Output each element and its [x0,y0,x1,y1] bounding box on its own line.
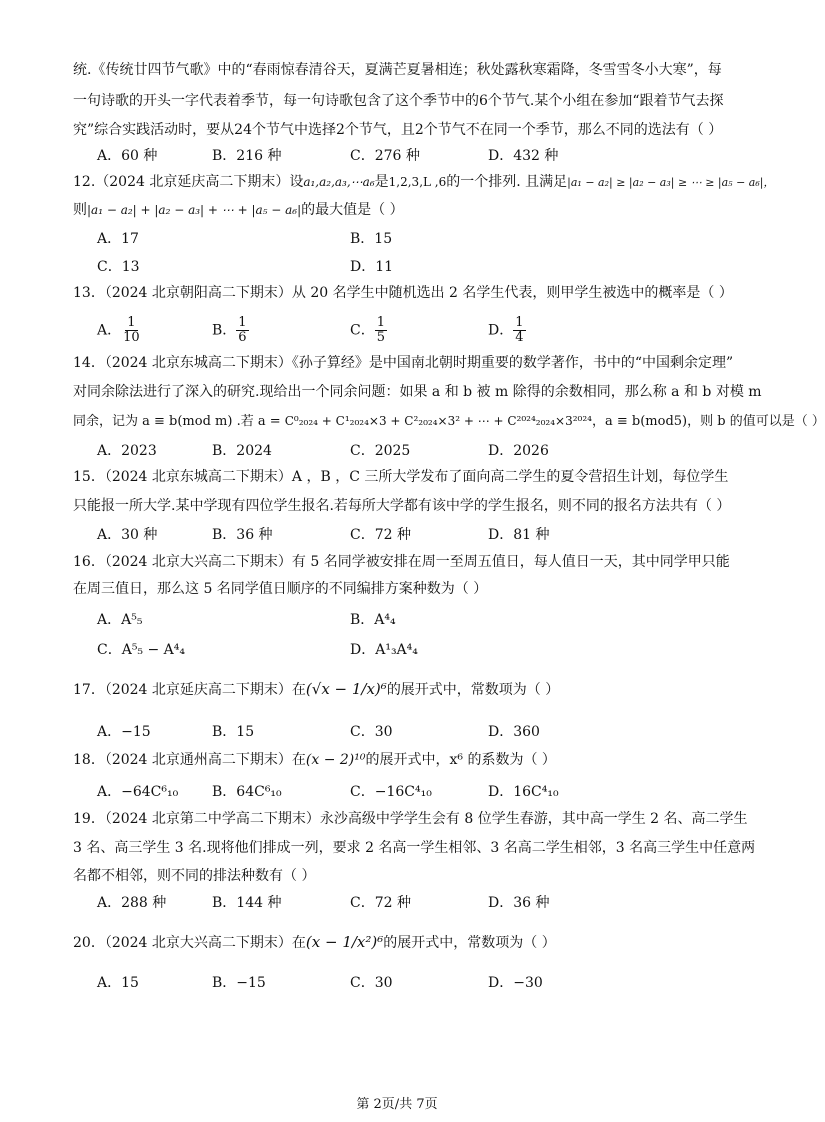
q17-stem [73,679,559,700]
q19-line-3: 名都不相邻，则不同的排法种数有（ ） [73,868,316,884]
q18-expression: (x − 2)¹⁰ [305,752,366,768]
q17-expression: (√x − 1/x)⁶ [305,680,387,698]
q12-option-d: D．11 [350,259,394,275]
q19-line-1: 19．（2024 北京第二中学高二下期末）永沙高级中学学生会有 8 位学生春游，其中高一学生 2 名、高二学生 [73,811,748,827]
q12-line-1 [73,172,774,193]
fraction-denominator: 4 [515,330,524,345]
q19-option-a: A．288 种 [97,895,167,911]
q16-option-a: A．A⁵₅ [97,612,143,628]
q20-option-b: B．−15 [212,975,266,991]
q12-line2-suffix: 的最大值是（ ） [301,202,404,218]
fraction-numerator: 1 [376,315,385,330]
q18-prefix: 18．（2024 北京通州高二下期末）在 [73,752,306,768]
q12-option-a: A．17 [97,231,139,247]
q14-line-1: 14．（2024 北京东城高二下期末）《孙子算经》是中国南北朝时期重要的数学著作，书中的“中国剩余定理” [73,355,734,371]
q20-stem [73,932,556,953]
q11-option-c: C．276 种 [350,148,420,164]
q14-option-c: C．2025 [350,443,411,459]
q13-option-c-fraction [375,316,387,345]
q12-sequence: a₁,a₂,a₃,⋯a₆ [303,175,375,189]
q13-option-a-label: A． [97,322,122,339]
q20-expression: (x − 1/x²)⁶ [305,933,384,951]
q11-option-b: B．216 种 [212,148,282,164]
q16-option-d: D．A¹₃A⁴₄ [350,642,418,658]
q17-prefix: 17．（2024 北京延庆高二下期末）在 [73,682,306,698]
q13-option-d-label: D． [488,322,514,339]
q12-line-2 [73,200,404,220]
q11-option-a: A．60 种 [97,148,158,164]
q17-option-a: A．−15 [97,724,151,740]
q15-option-b: B．36 种 [212,527,273,543]
q13-option-b-label: B． [212,322,237,339]
q13-option-a [97,316,142,345]
q16-line-2: 在周三值日，那么这 5 名同学值日顺序的不同编排方案种数为（ ） [73,581,488,597]
page-footer: 第 2页/共 7页 [356,1097,438,1112]
q14-option-b: B．2024 [212,443,272,459]
q20-option-a: A．15 [97,975,139,991]
q14-line3-suffix: ，a ≡ b(mod5)，则 b 的值可以是（ ） [591,414,825,429]
q18-option-b: B．64C⁶₁₀ [212,784,282,800]
q12-set: 1,2,3,L ,6 [388,175,447,189]
q13-option-c [350,316,387,345]
q13-stem: 13．（2024 北京朝阳高二下期末）从 20 名学生中随机选出 2 名学生代表，则甲学生被选中的概率是（ ） [73,285,733,301]
fraction-numerator: 1 [238,315,247,330]
q12-option-b: B．15 [350,231,393,247]
q18-option-c: C．−16C⁴₁₀ [350,784,432,800]
q15-option-d: D．81 种 [488,527,550,543]
fraction-denominator: 5 [376,330,385,345]
q12-condition: |a₁ − a₂| ≥ |a₂ − a₃| ≥ ⋯ ≥ |a₅ − a₆|， [567,176,775,189]
q13-option-d [488,316,526,345]
q20-option-d: D．−30 [488,975,543,991]
q18-option-a: A．−64C⁶₁₀ [97,784,179,800]
q15-line-1: 15．（2024 北京东城高二下期末）A ，B ，C 三所大学发布了面向高二学生的夏令营招生计划，每位学生 [73,469,729,485]
q12-suffix: 的一个排列. 且满足 [446,174,568,190]
q14-binomial-sum: C⁰₂₀₂₄ + C¹₂₀₂₄×3 + C²₂₀₂₄×3² + ⋯ + C²⁰²⁴₂₀₂₄×3²⁰²⁴ [284,414,592,428]
q13-option-d-fraction [513,316,525,345]
q19-line-2: 3 名、高三学生 3 名.现将他们排成一列，要求 2 名高一学生相邻、3 名高二学生相邻，3 名高三学生中任意两 [73,840,756,856]
q12-expression: |a₁ − a₂| + |a₂ − a₃| + ⋯ + |a₅ − a₆| [87,203,302,217]
q12-line2-prefix: 则 [73,202,87,218]
fraction-numerator: 1 [127,315,136,330]
q16-line-1: 16．（2024 北京大兴高二下期末）有 5 名同学被安排在周一至周五值日，每人值日一天，其中同学甲只能 [73,554,730,570]
fraction-denominator: 10 [123,330,140,345]
q18-suffix: 的展开式中，x⁶ 的系数为（ ） [365,752,556,768]
q16-option-b: B．A⁴₄ [350,612,396,628]
q13-option-b-fraction [236,316,248,345]
q14-option-a: A．2023 [97,443,157,459]
q17-option-b: B．15 [212,724,255,740]
q13-option-c-label: C． [350,322,375,339]
fraction-numerator: 1 [515,315,524,330]
q13-option-b [212,316,249,345]
q20-option-c: C．30 [350,975,393,991]
q11-line-3: 究”综合实践活动时，要从24个节气中选择2个节气，且2个节气不在同一个季节，那么不同的选法有（ ） [73,122,723,138]
q17-option-c: C．30 [350,724,393,740]
q15-option-a: A．30 种 [97,527,158,543]
q19-option-d: D．36 种 [488,895,550,911]
q14-line-2: 对同余除法进行了深入的研究.现给出一个同余问题：如果 a 和 b 被 m 除得的余数相同，那么称 a 和 b 对模 m [73,384,762,400]
q14-line3-prefix: 同余，记为 a ≡ b(mod m) .若 a = [73,414,285,429]
fraction-denominator: 6 [238,330,247,345]
q15-line-2: 只能报一所大学.某中学现有四位学生报名.若每所大学都有该中学的学生报名，则不同的报名方法共有（ ） [73,498,731,514]
q12-option-c: C．13 [97,259,140,275]
q13-option-a-fraction [121,316,142,345]
q12-mid: 是 [374,174,389,190]
q11-option-d: D．432 种 [488,148,559,164]
q16-option-c: C．A⁵₅ − A⁴₄ [97,642,186,658]
q18-option-d: D．16C⁴₁₀ [488,784,559,800]
q17-option-d: D．360 [488,724,540,740]
q20-prefix: 20．（2024 北京大兴高二下期末）在 [73,935,306,951]
q15-option-c: C．72 种 [350,527,411,543]
q14-option-d: D．2026 [488,443,549,459]
q19-option-b: B．144 种 [212,895,282,911]
q20-suffix: 的展开式中，常数项为（ ） [383,935,556,951]
q19-option-c: C．72 种 [350,895,411,911]
q17-suffix: 的展开式中，常数项为（ ） [386,682,560,698]
q11-line-2: 一句诗歌的开头一字代表着季节，每一句诗歌包含了这个季节中的6个节气.某个小组在参加“跟着节气去探 [73,93,724,109]
q18-stem [73,750,556,770]
q12-prefix: 12.（2024 北京延庆高二下期末）设 [73,174,304,190]
q14-line-3 [73,411,825,432]
q11-line-1: 统.《传统廿四节气歌》中的“春雨惊春清谷天，夏满芒夏暑相连；秋处露秋寒霜降，冬雪雪冬小大寒”，每 [73,62,722,78]
